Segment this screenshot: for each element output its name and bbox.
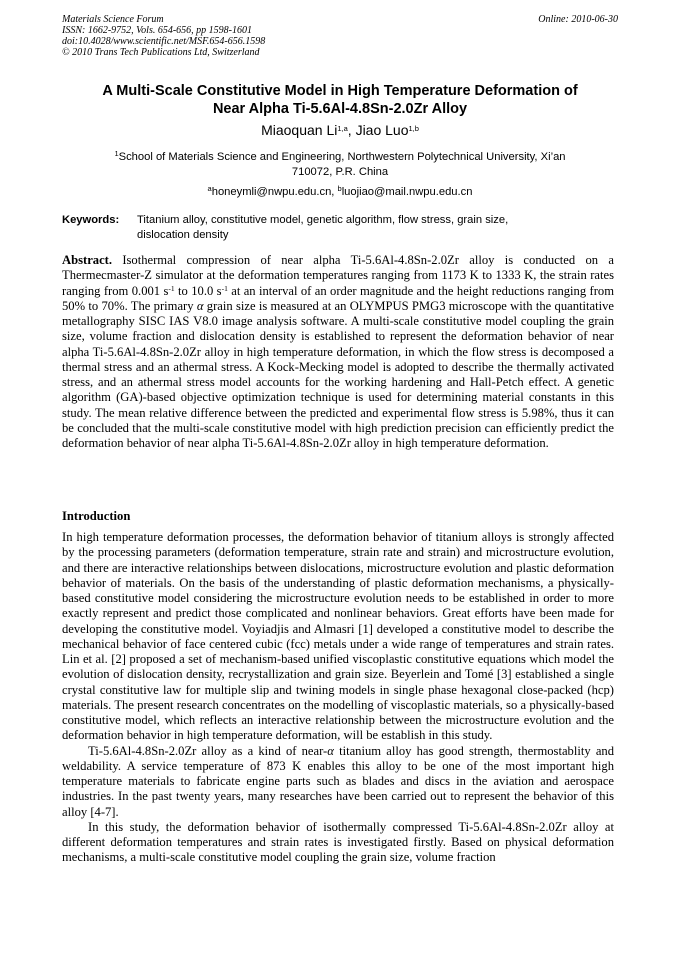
email-line [62,185,618,200]
abstract-sup-1: -1 [168,283,175,293]
paper-title [62,82,618,118]
abstract-text-4: grain size is measured at an OLYMPUS PMG3 microscope with the quantitative metallography SISC IAS V8.0 image analysis software. A multi-scale constitutive model coupling the grain size, volume fraction and dislocation density is established to represent the deformation behavior of near alpha Ti-5.6Al-4.8Sn-2.0Zr alloy in high temperature deformation, in which the flow stress is decomposed a thermal stress and an athermal stress. A Kock-Mecking model is adopted to describe the thermally activated stress, and an athermal stress model accounts for the working hardening and Hall-Petch effect. A genetic algorithm (GA)-based objective optimization technique is used for determining material constants in this study. The mean relative difference between the predicted and experimental flow stress is 5.98%, thus it can be concluded that the multi-scale constitutive model with high prediction precision can efficiently predict the deformation behavior of near alpha Ti-5.6Al-4.8Sn-2.0Zr alloy in high temperature deformation. [62,298,614,450]
author-separator: , [347,122,356,138]
intro-paragraph-1: In high temperature deformation processes, the deformation behavior of titanium alloys is strongly affected by the processing parameters (deformation temperature, strain rate and strain) and microstructure evolution, and there are interactive relationships between dislocations, microstructure evolution and plastic deformation behavior of materials. On the basis of the understanding of plastic deformation mechanisms, a physically-based constitutive model considering the microstructure evolution needs to be established in order to more exactly represent and predict those complicated and nonlinear behaviors. Great efforts have been made for developing the constitutive model. Voyiadjis and Almasri [1] developed a constitutive model to describe the mechanical behavior of face centered cubic (fcc) metals under a wide range of temperatures and strain rates. Lin et al. [2] proposed a set of mechanism-based unified viscoplastic constitutive equations which model the evolution of dislocation density, recrystallization and grain size. Beyerlein and Tomé [3] established a single crystal constitutive law for multiple slip and twining models in single phase hexagonal close-packed (hcp) materials. The present research concentrates on the modelling of viscoplastic materials, so a physically-based constitutive model, which reflects an interactive relationship between the microstructure evolution and the deformation behavior in high temperature deformation, will be establish in this study. [62,530,614,743]
abstract [62,253,614,451]
abstract-text-2: to 10.0 s [174,283,222,298]
alpha-symbol-2: α [327,743,334,758]
abstract-text-3: at an interval of an order magnitude and the height reductions ranging from 50% to 70%. The primary [62,283,615,313]
author-2-sup: 1,b [408,124,419,133]
abstract-label: Abstract. [62,253,113,267]
keywords-block [62,213,618,243]
intro-p2-text-a: Ti-5.6Al-4.8Sn-2.0Zr alloy as a kind of near- [88,743,328,758]
keywords-label: Keywords: [62,214,120,226]
doi-line: doi:10.4028/www.scientific.net/MSF.654-656.1598 [62,36,266,47]
author-2: Jiao Luo [355,122,409,138]
email-b: luojiao@mail.nwpu.edu.cn [341,186,473,198]
journal-name: Materials Science Forum [62,14,164,25]
author-1: Miaoquan Li [261,122,338,138]
email-a-sup: a [207,184,212,193]
keywords-text: Titanium alloy, constitutive model, genetic algorithm, flow stress, grain size, dislocation density [137,214,509,241]
author-1-sup: 1,a [337,124,348,133]
online-date: Online: 2010-06-30 [538,14,618,25]
email-b-sup: b [337,184,342,193]
author-list [62,121,618,139]
alpha-symbol: α [196,298,204,313]
affiliation [62,150,618,180]
abstract-sup-2: -1 [221,283,228,293]
affiliation-line-2: 710072, P.R. China [291,166,389,178]
email-a: honeymli@nwpu.edu.cn, [211,186,338,198]
introduction-body [62,530,614,866]
introduction-heading: Introduction [62,509,131,523]
abstract-text-1: Isothermal compression of near alpha Ti-5.6Al-4.8Sn-2.0Zr alloy is conducted on a Thermecmaster-Z simulator at the deformation temperatures ranging from 1173 K to 1333 K, the strain rates ranging from 0.001 s [62,253,614,298]
copyright-line: © 2010 Trans Tech Publications Ltd, Switzerland [62,47,260,58]
intro-paragraph-2 [62,744,614,820]
title-line-2: Near Alpha Ti-5.6Al-4.8Sn-2.0Zr Alloy [212,101,468,117]
title-line-1: A Multi-Scale Constitutive Model in High Temperature Deformation of [102,83,578,99]
journal-header [62,14,618,58]
intro-p2-text-b: titanium alloy has good strength, thermostablity and weldability. A service temperature of 873 K enables this alloy to be one of the most important high temperature materials to fabricate engine parts such as blades and discs in the aviation and aerospace industries. In the past twenty years, many researches have been carried out to represent the behavior of this alloy [4-7]. [62,743,615,819]
intro-paragraph-3: In this study, the deformation behavior of isothermally compressed Ti-5.6Al-4.8Sn-2.0Zr alloy at different deformation temperatures and strain rates is investigated firstly. Based on physical deformation mechanisms, a multi-scale constitutive model coupling the grain size, volume fraction [62,819,614,865]
affiliation-line-1: School of Materials Science and Engineering, Northwestern Polytechnical University, Xi’an [118,151,566,163]
issn-line: ISSN: 1662-9752, Vols. 654-656, pp 1598-1601 [62,25,252,36]
affiliation-sup: 1 [114,149,119,158]
